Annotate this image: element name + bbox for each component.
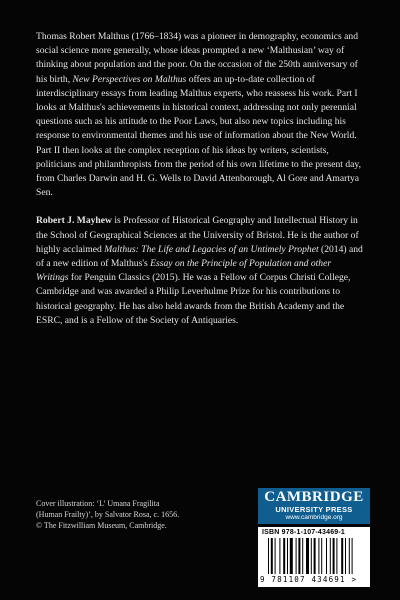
- description-paragraph: Thomas Robert Malthus (1766–1834) was a pioneer in demography, economics and social science more generally, whose ideas prompted a new ‘Malthusian’ way of thinking about population and the poor. On the occasion of the 250th anniversary of his birth, New Perspectives on Malthus offers an up-to-date collection of interdisciplinary essays from leading Malthus experts, who reassess his work. Part I looks at Malthus's achievements in historical context, addressing not only perennial questions such as his attitude to the Poor Laws, but also new topics including his response to environmental themes and his use of information about the New World. Part II then looks at the complex reception of his ideas by writers, scientists, politicians and philanthropists from the period of his own lifetime to the present day, from Charles Darwin and H. G. Wells to David Attenborough, Al Gore and Amartya Sen.: [36, 31, 361, 199]
- barcode-digits: 9 781107 434691 >: [260, 575, 358, 584]
- publisher-logo: [258, 488, 370, 524]
- isbn-label: ISBN 978-1-107-43469-1: [262, 529, 346, 536]
- publisher-subtitle: UNIVERSITY PRESS: [275, 505, 353, 514]
- publisher-name: CAMBRIDGE: [264, 489, 364, 505]
- book-title: New Perspectives on Malthus: [72, 73, 187, 85]
- cover-illustration-credit: Cover illustration: ‘L’ Umana Fragilita (Human Frailty)’, by Salvator Rosa, c. 1656. © The Fitzwilliam Museum, Cambridge.: [36, 499, 180, 530]
- isbn-barcode: [258, 527, 370, 587]
- back-cover-text: [36, 30, 366, 342]
- work-title: Essay on the Principle of Population and other Writings: [36, 258, 332, 284]
- publisher-url: www.cambridge.org: [285, 514, 343, 521]
- work-title: Malthus: The Life and Legacies of an Untimely Prophet: [104, 243, 319, 255]
- author-bio-paragraph: Robert J. Mayhew is Professor of Historical Geography and Intellectual History in the School of Geographical Sciences at the University of Bristol. He is the author of highly acclaimed Malthus: The Life and Legacies of an Untimely Prophet (2014) and of a new edition of Malthus's Essay on the Principle of Population and other Writings for Penguin Classics (2015). He was a Fellow of Corpus Christi College, Cambridge and was awarded a Philip Leverhulme Prize for his contributions to historical geography. He has also held awards from the British Academy and the ESRC, and is a Fellow of the Society of Antiquaries.: [36, 215, 363, 326]
- barcode-icon: [268, 538, 362, 576]
- author-name: Robert J. Mayhew: [36, 215, 112, 227]
